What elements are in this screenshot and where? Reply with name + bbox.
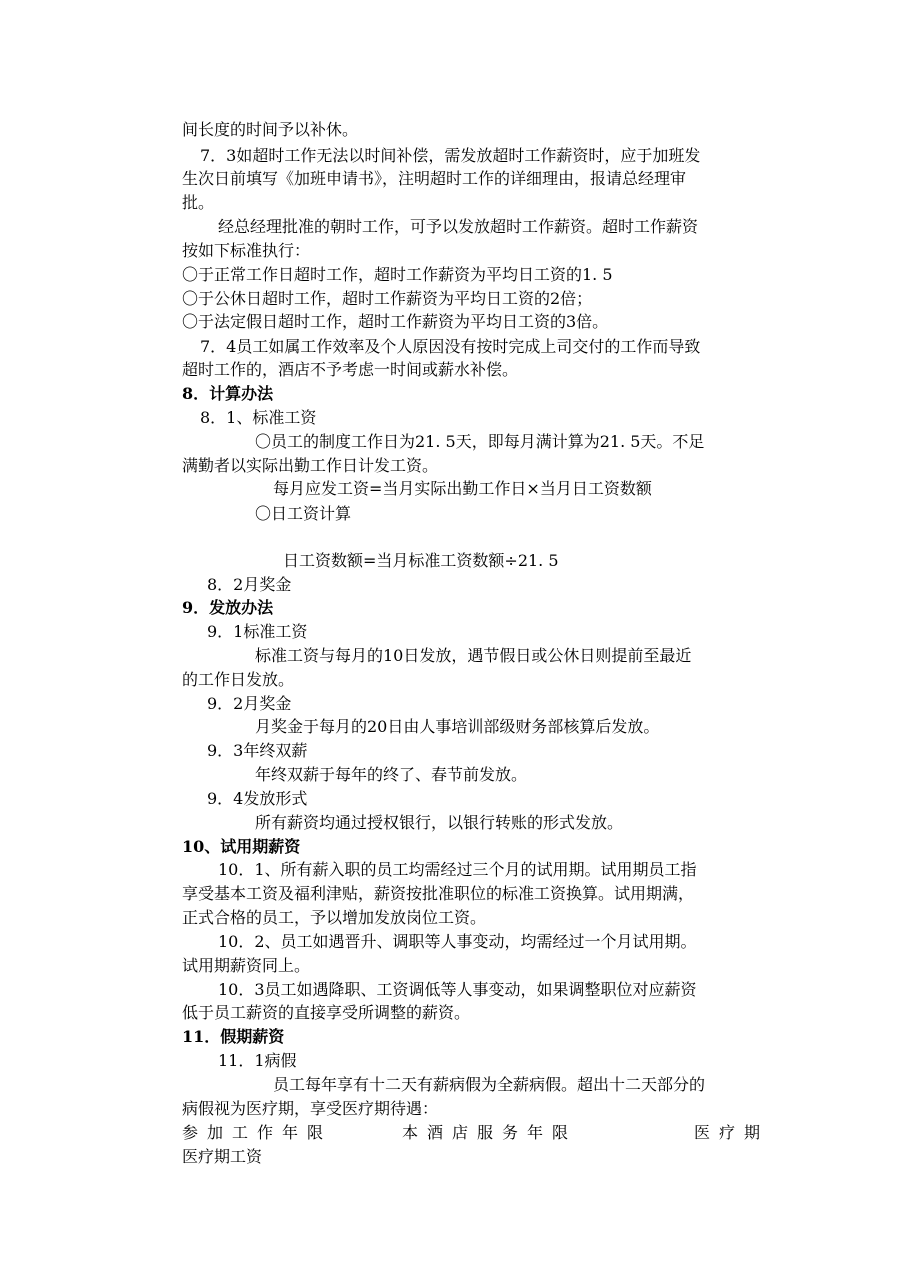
text-line: 病假视为医疗期，享受医疗期待遇： xyxy=(182,1099,439,1118)
section-heading: 11．假期薪资 xyxy=(182,1027,285,1046)
text-line: 10．2、员工如遇晋升、调职等人事变动，均需经过一个月试用期。 xyxy=(218,932,697,951)
table-header-work-years: 参加工作年限 xyxy=(182,1123,333,1142)
table-header-row xyxy=(182,1123,772,1223)
text-line: 〇日工资计算 xyxy=(255,504,352,523)
subsection-heading: 9．4发放形式 xyxy=(207,789,308,808)
subsection-heading: 9．1标准工资 xyxy=(207,622,308,641)
section-heading: 9．发放办法 xyxy=(182,598,274,617)
section-heading: 8．计算办法 xyxy=(182,384,274,403)
text-line: 试用期薪资同上。 xyxy=(182,956,311,975)
text-line: 〇于正常工作日超时工作，超时工作薪资为平均日工资的1. 5 xyxy=(182,265,613,284)
table-header-hotel-years: 本酒店服务年限 xyxy=(402,1123,578,1142)
text-line: 〇于公休日超时工作，超时工作薪资为平均日工资的2倍； xyxy=(182,289,593,308)
subsection-heading: 9．2月奖金 xyxy=(207,694,292,713)
text-line: 月奖金于每月的20日由人事培训部级财务部核算后发放。 xyxy=(255,717,660,736)
text-line: 所有薪资均通过授权银行，以银行转账的形式发放。 xyxy=(255,813,624,832)
text-line: 按如下标准执行： xyxy=(182,241,311,260)
table-header-medical-period: 医疗期 xyxy=(694,1123,770,1142)
text-line: 满勤者以实际出勤工作日计发工资。 xyxy=(182,456,439,475)
text-line: 〇员工的制度工作日为21. 5天，即每月满计算为21. 5天。不足 xyxy=(255,432,705,451)
subsection-heading: 9．3年终双薪 xyxy=(207,741,308,760)
text-line: 批。 xyxy=(182,193,215,212)
formula-line: 每月应发工资=当月实际出勤工作日×当月日工资数额 xyxy=(273,479,652,498)
text-line: 〇于法定假日超时工作，超时工作薪资为平均日工资的3倍。 xyxy=(182,312,609,331)
table-header-medical-pay: 医疗期工资 xyxy=(182,1147,263,1166)
subsection-heading: 11．1病假 xyxy=(218,1051,297,1070)
text-line: 生次日前填写《加班申请书》，注明超时工作的详细理由，报请总经理审 xyxy=(182,169,687,188)
text-line: 标准工资与每月的10日发放，遇节假日或公休日则提前至最近 xyxy=(255,646,692,665)
text-line: 7．4员工如属工作效率及个人原因没有按时完成上司交付的工作而导致 xyxy=(200,337,701,356)
text-line: 10．3员工如遇降职、工资调低等人事变动，如果调整职位对应薪资 xyxy=(218,980,697,999)
text-line: 10．1、所有薪入职的员工均需经过三个月的试用期。试用期员工指 xyxy=(218,860,697,879)
text-line: 超时工作的，酒店不予考虑一时间或薪水补偿。 xyxy=(182,360,519,379)
text-line: 低于员工薪资的直接享受所调整的薪资。 xyxy=(182,1003,471,1022)
text-line: 正式合格的员工，予以增加发放岗位工资。 xyxy=(182,908,487,927)
text-line: 经总经理批准的朝时工作，可予以发放超时工作薪资。超时工作薪资 xyxy=(218,217,699,236)
text-line: 年终双薪于每年的终了、春节前发放。 xyxy=(255,765,528,784)
text-line: 7．3如超时工作无法以时间补偿，需发放超时工作薪资时，应于加班发 xyxy=(200,146,701,165)
formula-line: 日工资数额=当月标准工资数额÷21. 5 xyxy=(283,551,559,570)
text-line: 享受基本工资及福利津贴，薪资按批准职位的标准工资换算。试用期满， xyxy=(182,884,695,903)
subsection-heading: 8．1、标准工资 xyxy=(200,408,317,427)
text-line: 的工作日发放。 xyxy=(182,670,295,689)
section-heading: 10、试用期薪资 xyxy=(182,837,301,856)
text-line: 间长度的时间予以补休。 xyxy=(182,120,359,139)
subsection-heading: 8．2月奖金 xyxy=(207,575,292,594)
text-line: 员工每年享有十二天有薪病假为全薪病假。超出十二天部分的 xyxy=(273,1075,706,1094)
